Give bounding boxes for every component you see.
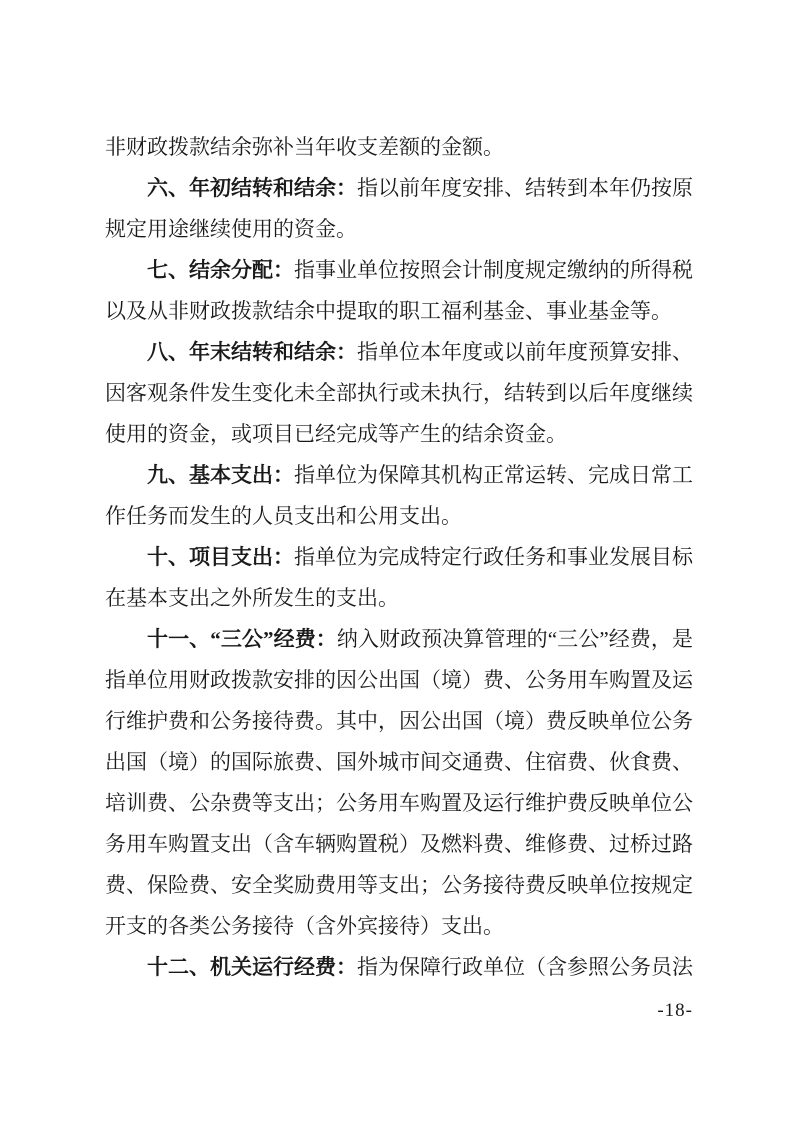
paragraph-text: 指单位为完成特定行政任务和事业发展目标在基本支出之外所发生的支出。: [105, 545, 693, 610]
paragraph-text: 指以前年度安排、结转到本年仍按原规定用途继续使用的资金。: [105, 176, 693, 241]
term-label: 十二、机关运行经费：: [147, 955, 357, 979]
page-footer: [105, 990, 693, 1031]
paragraph: [105, 619, 693, 947]
paragraph: [105, 455, 693, 537]
term-label: 八、年末结转和结余：: [147, 340, 357, 364]
document-body: [105, 127, 693, 988]
paragraph: [105, 947, 693, 988]
paragraph-text: 非财政拨款结余弥补当年收支差额的金额。: [105, 135, 504, 159]
paragraph: [105, 537, 693, 619]
paragraph-text: 指事业单位按照会计制度规定缴纳的所得税以及从非财政拨款结余中提取的职工福利基金、事业基金等。: [105, 258, 693, 323]
paragraph: [105, 127, 693, 168]
paragraph-text: 纳入财政预决算管理的“三公”经费，是指单位用财政拨款安排的因公出国（境）费、公务用车购置及运行维护费和公务接待费。其中，因公出国（境）费反映单位公务出国（境）的国际旅费、国外城市间交通费、住宿费、伙食费、培训费、公杂费等支出；公务用车购置及运行维护费反映单位公务用车购置支出（含车辆购置税）及燃料费、维修费、过桥过路费、保险费、安全奖励费用等支出；公务接待费反映单位按规定开支的各类公务接待（含外宾接待）支出。: [105, 627, 694, 938]
paragraph-text: 指单位为保障其机构正常运转、完成日常工作任务而发生的人员支出和公用支出。: [105, 463, 693, 528]
paragraph: [105, 168, 693, 250]
term-label: 十一、“三公”经费：: [147, 627, 337, 651]
term-label: 七、结余分配：: [147, 258, 294, 282]
paragraph: [105, 250, 693, 332]
term-label: 十、项目支出：: [147, 545, 294, 569]
term-label: 六、年初结转和结余：: [147, 176, 357, 200]
page-number: -18-: [657, 1000, 693, 1021]
paragraph-text: 指单位本年度或以前年度预算安排、因客观条件发生变化未全部执行或未执行，结转到以后年度继续使用的资金，或项目已经完成等产生的结余资金。: [105, 340, 693, 446]
paragraph: [105, 332, 693, 455]
paragraph-text: 指为保障行政单位（含参照公务员法: [357, 955, 693, 979]
term-label: 九、基本支出：: [147, 463, 294, 487]
